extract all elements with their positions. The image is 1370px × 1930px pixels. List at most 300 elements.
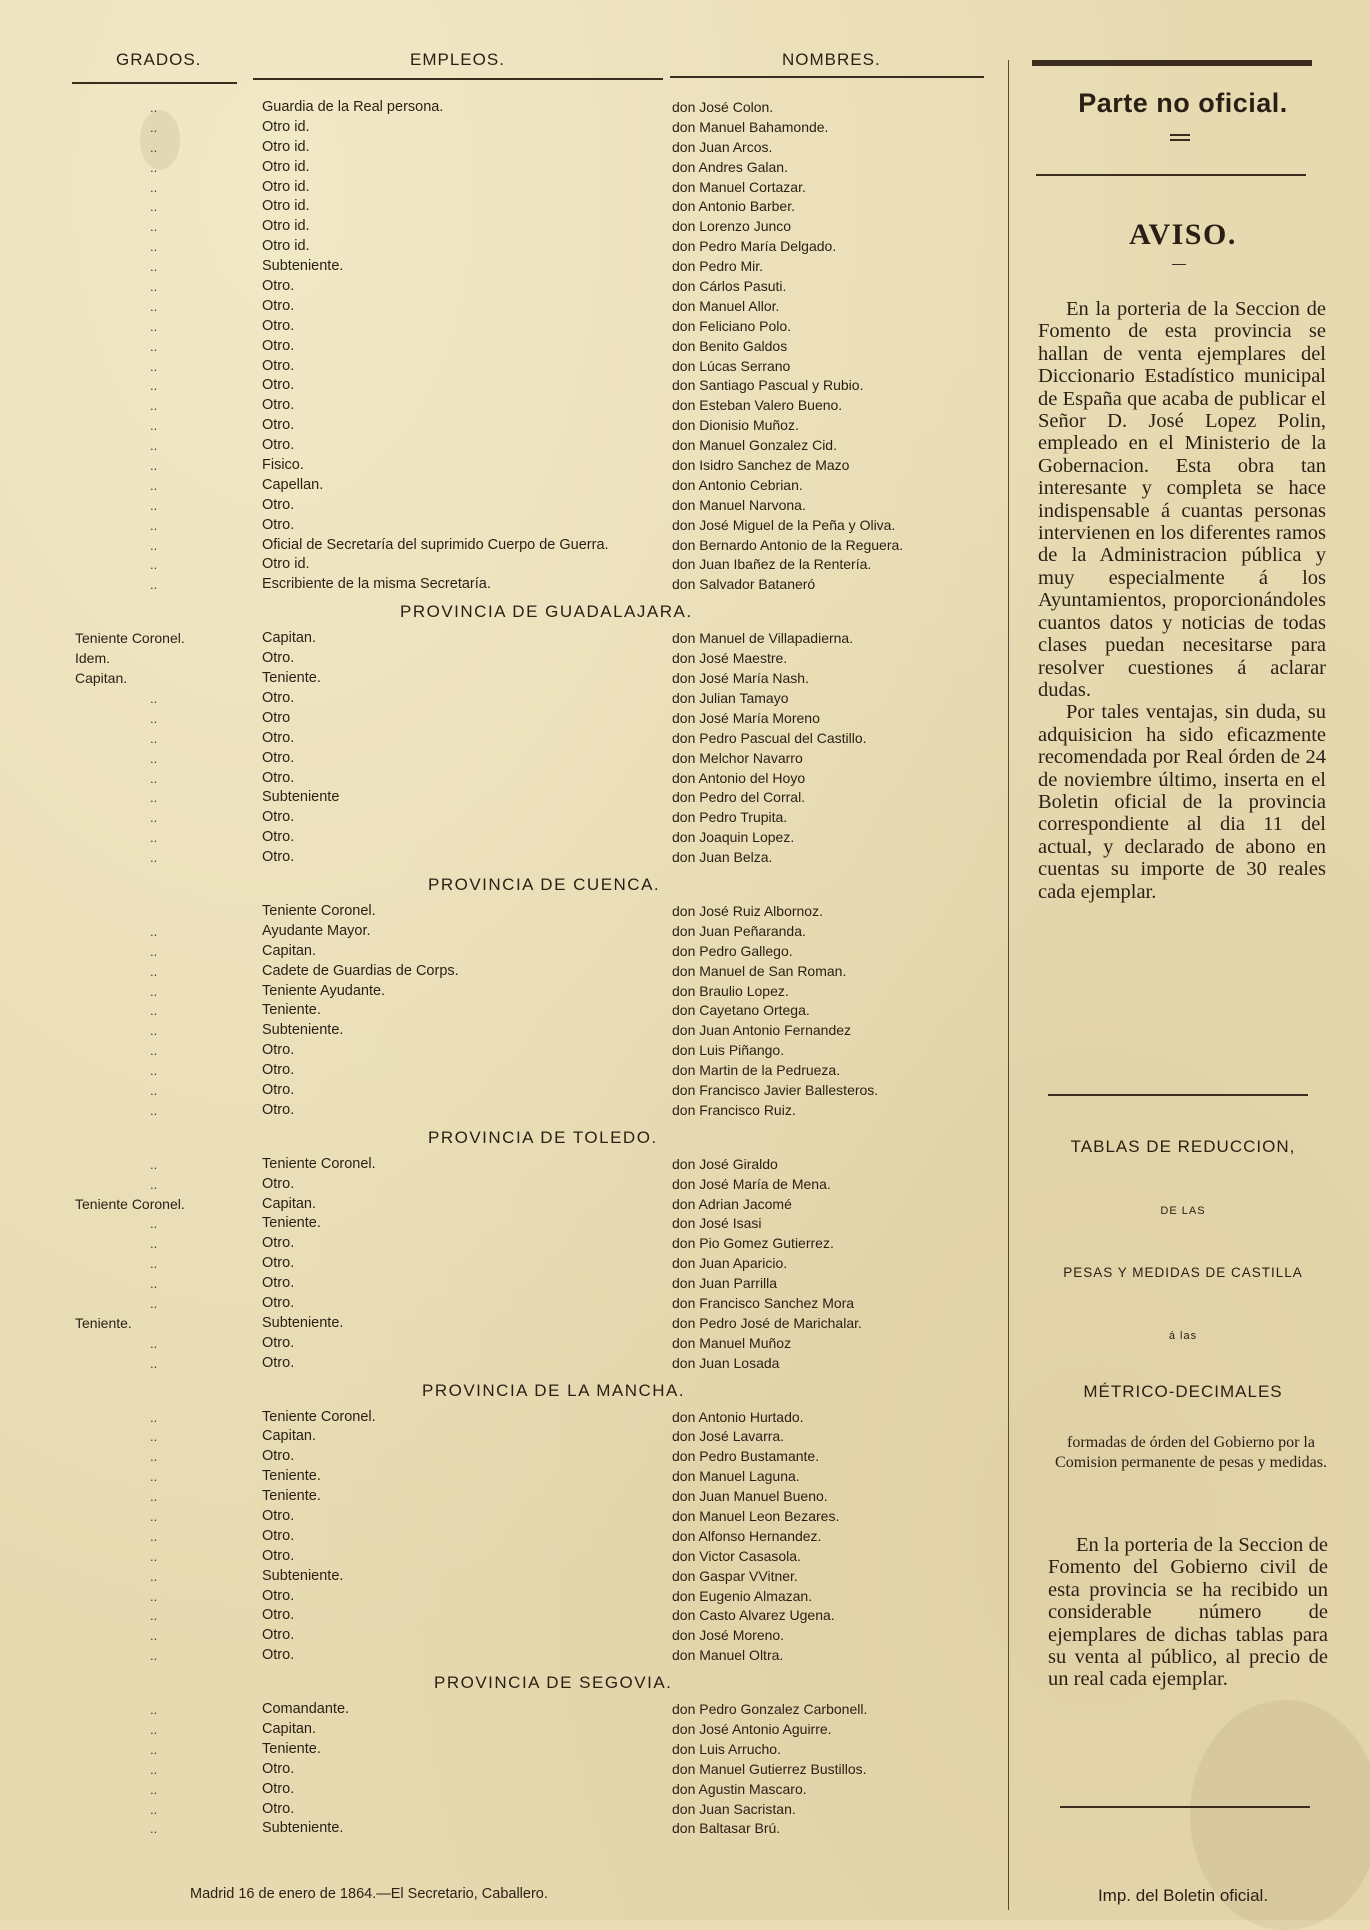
grado-cell: .. — [150, 557, 158, 573]
nombre-cell: don Juan Aparicio. — [672, 1255, 788, 1272]
nombre-cell: don Manuel Gutierrez Bustillos. — [672, 1760, 867, 1777]
grado-cell: .. — [150, 850, 158, 866]
nombre-cell: don Manuel Oltra. — [672, 1647, 784, 1664]
roster-row — [0, 828, 1000, 848]
grado-cell: .. — [150, 219, 158, 235]
nombre-cell: don José María Nash. — [672, 670, 809, 687]
empleo-cell: Capellan. — [262, 476, 324, 493]
roster-row — [0, 555, 1000, 575]
empleo-cell: Ayudante Mayor. — [262, 922, 371, 939]
empleo-cell: Otro. — [262, 1175, 295, 1192]
roster-row — [0, 669, 1000, 689]
grado-cell: .. — [150, 298, 158, 314]
grado-cell: .. — [150, 259, 158, 275]
nombre-cell: don Manuel Allor. — [672, 297, 780, 314]
aviso-paragraph-1: En la porteria de la Seccion de Fomento de esta provincia se hallan de venta ejemplares del Diccionario Estadístico municipal de España que acaba de publicar el Señor D. José Lopez Polin, empleado en el Ministerio de la Gobernacion. Esta obra tan interesante y completa se hace indispensable á cuantas personas intervienen en los diferentes ramos de la Administracion pública y muy especialmente á los Ayuntamientos, proporcionándoles cuantos datos y noticias de todas clases puedan necesitarse para resolver cuestiones á aclarar dudas. — [1038, 298, 1326, 701]
grado-cell: .. — [150, 1722, 158, 1738]
tablas-formadas: formadas de órden del Gobierno por la Comision permanente de pesas y medidas. — [1055, 1434, 1327, 1471]
empleo-cell: Otro. — [262, 849, 295, 866]
nombre-cell: don Juan Parrilla — [672, 1275, 778, 1292]
empleo-cell: Otro. — [262, 769, 295, 786]
roster-section — [0, 1666, 1000, 1839]
empleo-cell: Otro id. — [262, 178, 310, 195]
roster-section — [0, 1121, 1000, 1374]
empleo-cell: Otro. — [262, 1800, 295, 1817]
grado-cell: .. — [150, 1449, 158, 1465]
empleo-cell: Subteniente. — [262, 1567, 344, 1584]
empleo-cell: Otro. — [262, 1275, 295, 1292]
empleo-cell: Otro. — [262, 1334, 295, 1351]
roster-row — [0, 1780, 1000, 1800]
empleo-cell: Teniente Coronel. — [262, 1155, 376, 1172]
grado-cell: .. — [150, 1335, 158, 1351]
roster-row — [0, 1081, 1000, 1101]
nombre-cell: don Juan Arcos. — [672, 138, 773, 155]
empleo-cell: Otro id. — [262, 198, 310, 215]
grado-cell: .. — [150, 1509, 158, 1524]
empleo-cell: Otro. — [262, 317, 295, 334]
roster-row — [0, 808, 1000, 828]
empleo-cell: Subteniente. — [262, 1314, 344, 1331]
empleo-cell: Otro. — [262, 337, 295, 354]
nombre-cell: don Cayetano Ortega. — [672, 1002, 810, 1019]
grado-cell: .. — [150, 239, 158, 255]
nombre-cell: don José Isasi — [672, 1215, 762, 1232]
roster-row — [0, 1507, 1000, 1527]
empleo-cell: Otro id. — [262, 118, 310, 135]
grado-cell: .. — [150, 418, 158, 434]
empleo-cell: Teniente. — [262, 1468, 321, 1485]
empleo-cell: Otro. — [262, 1587, 295, 1604]
roster-row — [0, 1294, 1000, 1314]
grado-cell: .. — [150, 1781, 158, 1797]
roster-row — [0, 982, 1000, 1002]
grado-cell: Teniente. — [75, 1314, 132, 1331]
grado-cell: .. — [150, 159, 158, 175]
roster-row — [0, 709, 1000, 729]
nombre-cell: don Antonio Hurtado. — [672, 1408, 804, 1425]
grado-cell: .. — [150, 1608, 158, 1624]
roster-row — [0, 1487, 1000, 1507]
nombre-cell: don Alfonso Hernandez. — [672, 1527, 822, 1544]
roster-row — [0, 1334, 1000, 1354]
grado-cell: .. — [150, 1761, 158, 1777]
nombre-cell: don Francisco Javier Ballesteros. — [672, 1081, 879, 1098]
grado-cell: .. — [150, 1043, 158, 1059]
grado-cell: .. — [150, 1156, 158, 1172]
roster-row — [0, 769, 1000, 789]
grado-cell: .. — [150, 1063, 158, 1079]
roster-row — [0, 1646, 1000, 1666]
grado-cell: .. — [150, 790, 158, 806]
nombre-cell: don José María de Mena. — [672, 1175, 831, 1192]
roster-row — [0, 277, 1000, 297]
nombre-cell: don Francisco Sanchez Mora — [672, 1294, 855, 1311]
nombre-cell: don Pedro Gallego. — [672, 942, 793, 959]
grado-cell: .. — [150, 477, 158, 493]
empleo-cell: Otro. — [262, 689, 295, 706]
nombre-cell: don Isidro Sanchez de Mazo — [672, 457, 850, 474]
roster-row — [0, 1041, 1000, 1061]
roster-list — [0, 98, 1000, 1839]
empleo-cell: Otro. — [262, 1235, 295, 1252]
nombre-cell: don Cárlos Pasuti. — [672, 278, 787, 295]
header-rule-grados — [72, 82, 237, 84]
grado-cell: .. — [150, 1176, 158, 1192]
nombre-cell: don Santiago Pascual y Rubio. — [672, 377, 864, 394]
nombre-cell: don Martin de la Pedrueza. — [672, 1062, 841, 1079]
grado-cell: .. — [150, 199, 158, 215]
empleo-cell: Otro. — [262, 809, 295, 826]
nombre-cell: don Bernardo Antonio de la Reguera. — [672, 536, 904, 553]
header-grados: GRADOS. — [116, 50, 202, 69]
nombre-cell: don Juan Losada — [672, 1354, 780, 1371]
grado-cell: .. — [150, 279, 158, 295]
roster-row — [0, 396, 1000, 416]
grado-cell: .. — [150, 1409, 158, 1425]
roster-section — [0, 868, 1000, 1121]
grado-cell: .. — [150, 1295, 158, 1311]
nombre-cell: don Manuel de Villapadierna. — [672, 630, 854, 647]
nombre-cell: don Victor Casasola. — [672, 1547, 801, 1564]
grado-cell: .. — [150, 1548, 158, 1564]
nombre-cell: don José Colon. — [672, 99, 774, 115]
ornament-dash — [1170, 139, 1190, 141]
grado-cell: .. — [150, 438, 158, 454]
roster-row — [0, 629, 1000, 649]
roster-row — [0, 456, 1000, 476]
grado-cell: .. — [150, 1216, 158, 1232]
column-divider — [1008, 60, 1009, 1910]
empleo-cell: Otro. — [262, 297, 295, 314]
nombre-cell: don Pio Gomez Gutierrez. — [672, 1235, 834, 1252]
nombre-cell: don Juan Antonio Fernandez — [672, 1022, 852, 1039]
nombre-cell: don Pedro Mir. — [672, 258, 764, 275]
roster-row — [0, 337, 1000, 357]
grado-cell: .. — [150, 537, 158, 553]
footer-signature: Madrid 16 de enero de 1864.—El Secretario, Caballero. — [190, 1886, 548, 1902]
grado-cell: .. — [150, 318, 158, 334]
right-top-rule — [1032, 60, 1312, 66]
roster-row — [0, 1700, 1000, 1720]
roster-section — [0, 595, 1000, 868]
roster-row — [0, 1214, 1000, 1234]
roster-row — [0, 749, 1000, 769]
empleo-cell: Otro id. — [262, 158, 310, 175]
empleo-cell: Subteniente. — [262, 1022, 344, 1039]
empleo-cell: Teniente. — [262, 1002, 321, 1019]
grado-cell: Teniente Coronel. — [75, 1195, 185, 1212]
nombre-cell: don Juan Sacristan. — [672, 1800, 796, 1817]
roster-row — [0, 902, 1000, 922]
empleo-cell: Otro. — [262, 516, 295, 533]
roster-row — [0, 575, 1000, 595]
roster-row — [0, 1021, 1000, 1041]
nombre-cell: don Manuel Laguna. — [672, 1468, 800, 1485]
grado-cell: .. — [150, 378, 158, 394]
roster-row — [0, 1760, 1000, 1780]
grado-cell: .. — [150, 1821, 158, 1837]
ornament-dash — [1170, 134, 1190, 136]
roster-row — [0, 1175, 1000, 1195]
roster-row — [0, 158, 1000, 178]
empleo-cell: Otro id. — [262, 138, 310, 155]
empleo-cell: Otro. — [262, 650, 295, 667]
nombre-cell: don José Antonio Aguirre. — [672, 1721, 832, 1738]
grado-cell: .. — [150, 1588, 158, 1604]
nombre-cell: don Manuel Bahamonde. — [672, 118, 829, 135]
section-rule — [1060, 1806, 1310, 1808]
empleo-cell: Otro. — [262, 749, 295, 766]
empleo-cell: Otro. — [262, 1647, 295, 1664]
roster-row — [0, 788, 1000, 808]
grado-cell: .. — [150, 1528, 158, 1544]
empleo-cell: Capitan. — [262, 942, 317, 959]
empleo-cell: Otro. — [262, 1354, 295, 1371]
nombre-cell: don Julian Tamayo — [672, 689, 789, 706]
roster-row — [0, 1720, 1000, 1740]
grado-cell: .. — [150, 179, 158, 195]
nombre-cell: don Pedro Gonzalez Carbonell. — [672, 1701, 868, 1718]
empleo-cell: Otro. — [262, 496, 295, 513]
roster-row — [0, 1447, 1000, 1467]
empleo-cell: Subteniente. — [262, 258, 344, 275]
nombre-cell: don Pedro María Delgado. — [672, 238, 837, 255]
grado-cell: .. — [150, 1082, 158, 1098]
roster-row — [0, 922, 1000, 942]
province-title: PROVINCIA DE TOLEDO. — [428, 1127, 658, 1147]
nombre-cell: don Esteban Valero Bueno. — [672, 397, 843, 414]
grado-cell: .. — [150, 458, 158, 474]
grado-cell: .. — [150, 1276, 158, 1292]
empleo-cell: Otro. — [262, 729, 295, 746]
grado-cell: .. — [150, 830, 158, 846]
nombre-cell: don Manuel Leon Bezares. — [672, 1508, 840, 1524]
grado-cell: .. — [150, 1429, 158, 1445]
tablas-de-las: DE LAS — [1160, 1205, 1206, 1217]
roster-row — [0, 1001, 1000, 1021]
empleo-cell: Otro. — [262, 1760, 295, 1777]
empleo-cell: Otro id. — [262, 238, 310, 255]
roster-row — [0, 178, 1000, 198]
nombre-cell: don Juan Ibañez de la Rentería. — [672, 556, 872, 573]
roster-row — [0, 496, 1000, 516]
grado-cell: .. — [150, 710, 158, 726]
grado-cell: .. — [150, 1568, 158, 1584]
empleo-cell: Teniente. — [262, 1215, 321, 1232]
empleo-cell: Otro. — [262, 1042, 295, 1059]
roster-row — [0, 217, 1000, 237]
roster-row — [0, 1587, 1000, 1607]
nombre-cell: don Luis Piñango. — [672, 1042, 785, 1059]
empleo-cell: Otro. — [262, 1062, 295, 1079]
roster-section — [0, 98, 1000, 595]
header-rule-nombres — [670, 76, 984, 78]
grado-cell: .. — [150, 577, 158, 593]
roster-row — [0, 649, 1000, 669]
province-title: PROVINCIA DE SEGOVIA. — [434, 1673, 673, 1693]
imprenta-credit: Imp. del Boletin oficial. — [1097, 1886, 1269, 1905]
roster-row — [0, 848, 1000, 868]
grado-cell: .. — [150, 770, 158, 786]
empleo-cell: Otro id. — [262, 218, 310, 235]
roster-row — [0, 1101, 1000, 1121]
roster-row — [0, 1314, 1000, 1334]
roster-row — [0, 138, 1000, 158]
nombre-cell: don Casto Alvarez Ugena. — [672, 1607, 835, 1624]
porteria-paragraph: En la porteria de la Seccion de Fomento del Gobierno civil de esta provincia se ha recibido un considerable número de ejemplares de dichas tablas para su venta al público, al precio de un real cada ejemplar. — [1048, 1534, 1328, 1691]
roster-row — [0, 1195, 1000, 1215]
nombre-cell: don Lorenzo Junco — [672, 218, 792, 235]
nombre-cell: don Salvador Bataneró — [672, 576, 816, 593]
roster-row — [0, 297, 1000, 317]
section-rule — [1048, 1094, 1308, 1096]
empleo-cell: Otro. — [262, 1780, 295, 1797]
province-title: PROVINCIA DE CUENCA. — [428, 874, 661, 894]
roster-row — [0, 436, 1000, 456]
empleo-cell: Otro. — [262, 829, 295, 846]
tablas-metrico-decimales: MÉTRICO-DECIMALES — [1083, 1382, 1283, 1401]
nombre-cell: don José Maestre. — [672, 650, 788, 667]
nombre-cell: don José Giraldo — [672, 1155, 778, 1172]
tablas-title: TABLAS DE REDUCCION, — [1070, 1137, 1296, 1156]
roster-row — [0, 729, 1000, 749]
empleo-cell: Teniente Coronel. — [262, 1408, 376, 1425]
nombre-cell: don Pedro Trupita. — [672, 809, 788, 826]
section-rule — [1036, 174, 1306, 176]
grado-cell: .. — [150, 1236, 158, 1252]
roster-row — [0, 1234, 1000, 1254]
nombre-cell: don Manuel Muñoz — [672, 1334, 792, 1351]
roster-row — [0, 118, 1000, 138]
roster-row — [0, 1061, 1000, 1081]
nombre-cell: don Manuel Narvona. — [672, 496, 806, 513]
nombre-cell: don Manuel Cortazar. — [672, 178, 806, 195]
empleo-cell: Otro. — [262, 1627, 295, 1644]
empleo-cell: Teniente Ayudante. — [262, 982, 386, 999]
tablas-pesas-medidas: PESAS Y MEDIDAS DE CASTILLA — [1063, 1265, 1303, 1280]
nombre-cell: don Feliciano Polo. — [672, 317, 792, 334]
empleo-cell: Otro. — [262, 377, 295, 394]
grado-cell: .. — [150, 923, 158, 939]
nombre-cell: don Luis Arrucho. — [672, 1740, 781, 1757]
header-empleos: EMPLEOS. — [410, 50, 505, 69]
aviso-heading: AVISO. — [1129, 218, 1237, 251]
roster-row — [0, 942, 1000, 962]
empleo-cell: Teniente Coronel. — [262, 902, 376, 919]
grado-cell: .. — [150, 810, 158, 826]
grado-cell: .. — [150, 1702, 158, 1718]
empleo-cell: Guardia de la Real persona. — [262, 99, 444, 115]
grado-cell: .. — [150, 750, 158, 766]
grado-cell: .. — [150, 1469, 158, 1485]
roster-row — [0, 357, 1000, 377]
nombre-cell: don José María Moreno — [672, 709, 820, 726]
nombre-cell: don Joaquin Lopez. — [672, 829, 795, 846]
empleo-cell: Capitan. — [262, 1428, 317, 1445]
roster-row — [0, 1254, 1000, 1274]
empleo-cell: Otro. — [262, 417, 295, 434]
nombre-cell: don Baltasar Brú. — [672, 1820, 781, 1837]
aviso-paragraph-2: Por tales ventajas, sin duda, su adquisicion ha sido eficazmente recomendada por Real órden de 24 de noviembre último, inserta en el Boletin oficial de la provincia correspondiente al dia 11 del actual, y declarado de abono en cuentas su importe de 30 reales cada ejemplar. — [1038, 701, 1326, 903]
empleo-cell: Oficial de Secretaría del suprimido Cuerpo de Guerra. — [262, 536, 609, 553]
empleo-cell: Subteniente. — [262, 1820, 344, 1837]
nombre-cell: don Lúcas Serrano — [672, 357, 791, 374]
nombre-cell: don José Moreno. — [672, 1627, 785, 1644]
roster-row — [0, 317, 1000, 337]
roster-row — [0, 476, 1000, 496]
grado-cell: .. — [150, 1355, 158, 1371]
roster-row — [0, 416, 1000, 436]
grado-cell: .. — [150, 1256, 158, 1272]
empleo-cell: Comandante. — [262, 1701, 350, 1718]
empleo-cell: Cadete de Guardias de Corps. — [262, 962, 459, 979]
roster-row — [0, 237, 1000, 257]
tablas-a-las: á las — [1168, 1330, 1198, 1342]
roster-row — [0, 1427, 1000, 1447]
grado-cell: Teniente Coronel. — [75, 630, 185, 647]
roster-row — [0, 1800, 1000, 1820]
nombre-cell: don Pedro José de Marichalar. — [672, 1314, 862, 1331]
roster-row — [0, 962, 1000, 982]
empleo-cell: Otro. — [262, 278, 295, 295]
grado-cell: Idem. — [75, 650, 111, 667]
roster-row — [0, 1547, 1000, 1567]
grado-cell: .. — [150, 1023, 158, 1039]
grado-cell: .. — [150, 1003, 158, 1019]
province-title: PROVINCIA DE LA MANCHA. — [422, 1380, 686, 1400]
empleo-cell: Otro. — [262, 437, 295, 454]
roster-row — [0, 516, 1000, 536]
grado-cell: .. — [150, 139, 158, 155]
roster-row — [0, 1155, 1000, 1175]
nombre-cell: don Antonio Barber. — [672, 198, 795, 215]
empleo-cell: Otro. — [262, 1294, 295, 1311]
nombre-cell: don Antonio del Hoyo — [672, 769, 806, 786]
empleo-cell: Otro. — [262, 1508, 295, 1524]
nombre-cell: don Juan Belza. — [672, 849, 773, 866]
grado-cell: .. — [150, 1489, 158, 1505]
nombre-cell: don Antonio Cebrian. — [672, 476, 803, 493]
roster-row — [0, 1527, 1000, 1547]
nombre-cell: don Gaspar VVitner. — [672, 1567, 798, 1584]
grado-cell: .. — [150, 983, 158, 999]
nombre-cell: don José Miguel de la Peña y Oliva. — [672, 516, 896, 533]
empleo-cell: Escribiente de la misma Secretaría. — [262, 576, 491, 593]
header-rule-empleos — [253, 78, 663, 80]
empleo-cell: Otro. — [262, 1081, 295, 1098]
roster-row — [0, 1567, 1000, 1587]
grado-cell: .. — [150, 398, 158, 414]
grado-cell: .. — [150, 690, 158, 706]
grado-cell: .. — [150, 100, 158, 115]
nombre-cell: don Adrian Jacomé — [672, 1195, 792, 1212]
roster-section — [0, 1374, 1000, 1667]
empleo-cell: Teniente. — [262, 1740, 321, 1757]
empleo-cell: Otro. — [262, 357, 295, 374]
ornament-dash — [1172, 264, 1186, 265]
nombre-cell: don Manuel Gonzalez Cid. — [672, 437, 837, 454]
empleo-cell: Otro id. — [262, 556, 310, 573]
empleo-cell: Otro — [262, 709, 291, 726]
parte-no-oficial-heading: Parte no oficial. — [1078, 88, 1288, 118]
nombre-cell: don Pedro Bustamante. — [672, 1448, 820, 1465]
empleo-cell: Capitan. — [262, 630, 317, 647]
nombre-cell: don José Ruiz Albornoz. — [672, 902, 823, 919]
grado-cell: .. — [150, 517, 158, 533]
grado-cell: .. — [150, 943, 158, 959]
nombre-cell: don Pedro Pascual del Castillo. — [672, 729, 867, 746]
